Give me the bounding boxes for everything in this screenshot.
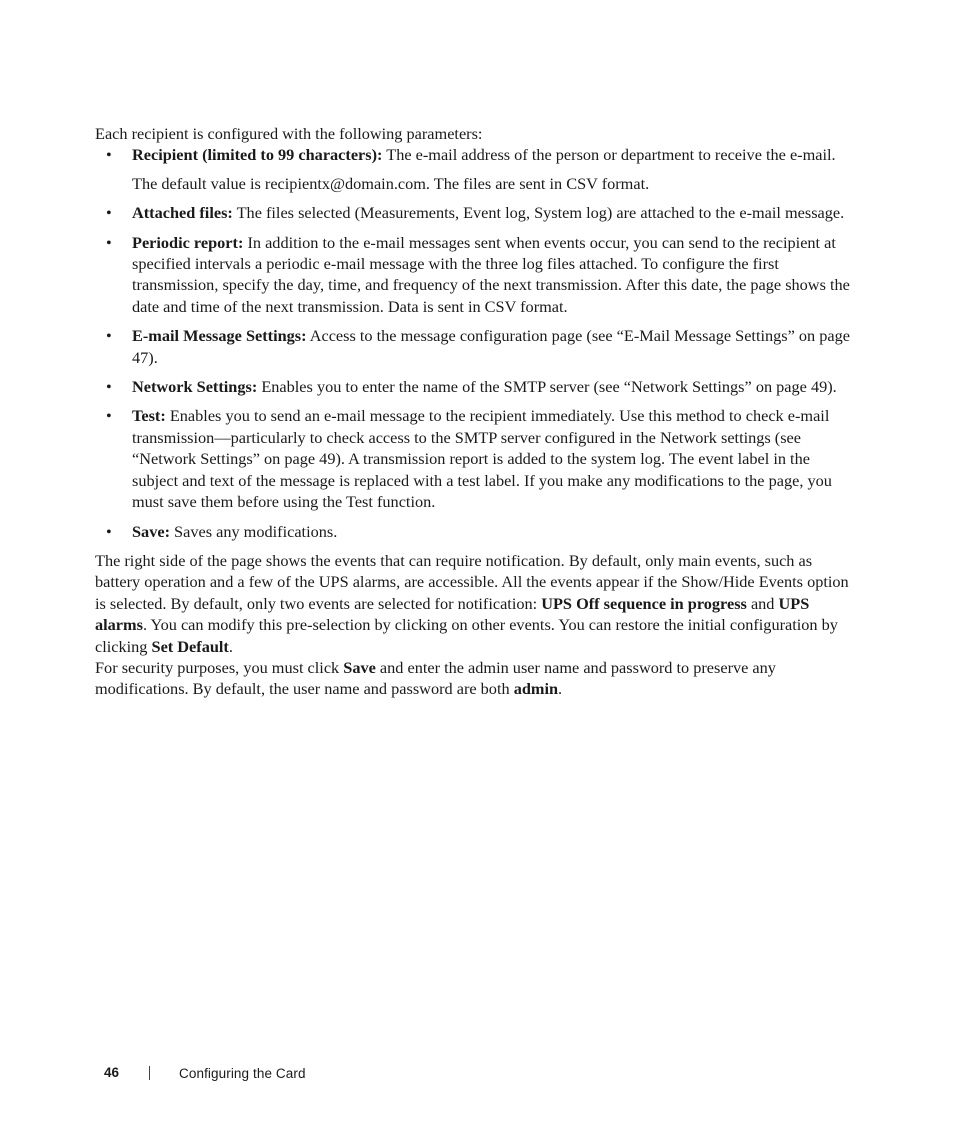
events-text-1: The right side of the page shows the events that can require notification. By default, only main events, such as battery operation and a few of the UPS alarms, are accessible. All the events appear if the Show/Hide Events option is selected. By default, only two events are selected for notification:: [95, 550, 849, 613]
page-body: [95, 123, 860, 700]
events-text-3: . You can modify this pre-selection by clicking on other events. You can restore the initial configuration by clicking: [95, 615, 838, 656]
desc-periodic-report: In addition to the e-mail messages sent when events occur, you can send to the recipient at specified intervals a periodic e-mail message with the three log files attached. To configure the first transmission, specify the day, time, and frequency of the next transmission. After this date, the page shows the date and time of the next transmission. Data is sent in CSV format.: [132, 232, 850, 316]
security-text-2: and enter the admin user name and password to preserve any modifications. By default, the user name and password are both: [95, 657, 776, 699]
event-ups-off-sequence: UPS Off sequence in progress: [541, 593, 747, 613]
term-email-message-settings: E-mail Message Settings:: [132, 326, 307, 346]
save-label: Save: [343, 657, 376, 677]
list-item-periodic-report: [95, 232, 860, 318]
list-item-recipient: [95, 144, 860, 194]
page-number: 46: [104, 1065, 120, 1080]
term-network-settings: Network Settings:: [132, 377, 258, 397]
admin-label: admin: [513, 679, 559, 699]
term-attached-files: Attached files:: [132, 203, 233, 223]
events-text-2: and: [746, 593, 779, 613]
desc-network-settings: Enables you to enter the name of the SMTP server (see “Network Settings” on page 49).: [257, 377, 837, 397]
desc-email-message-settings: Access to the message configuration page (see “E-Mail Message Settings” on page 47).: [132, 326, 850, 367]
set-default-label: Set Default: [151, 636, 229, 656]
note-recipient-default: The default value is recipientx@domain.com. The files are sent in CSV format.: [132, 173, 650, 193]
security-paragraph: [95, 657, 860, 700]
list-item-network-settings: [95, 376, 860, 397]
list-item-attached-files: [95, 202, 860, 223]
footer-divider: [149, 1066, 150, 1080]
security-text-3: .: [558, 679, 563, 699]
events-paragraph: [95, 550, 860, 657]
event-ups-alarms: UPS alarms: [95, 593, 810, 635]
section-title: Configuring the Card: [179, 1066, 306, 1081]
security-text-1: For security purposes, you must click: [95, 657, 344, 677]
list-item-save: [95, 521, 860, 542]
term-test: Test:: [132, 406, 166, 426]
desc-attached-files: The files selected (Measurements, Event log, System log) are attached to the e-mail message.: [232, 203, 845, 223]
list-item-email-message-settings: [95, 325, 860, 368]
desc-test: Enables you to send an e-mail message to the recipient immediately. Use this method to check e-mail transmission—particularly to check access to the SMTP server configured in the Network settings (see “Network Settings” on page 49). A transmission report is added to the system log. The event label in the subject and text of the message is replaced with a test label. If you make any modifications to the page, you must save them before using the Test function.: [132, 406, 832, 512]
parameter-list: [95, 144, 860, 542]
events-text-4: .: [228, 636, 233, 656]
term-periodic-report: Periodic report:: [132, 232, 244, 252]
list-item-test: [95, 405, 860, 512]
intro-text: Each recipient is configured with the following parameters:: [95, 124, 483, 143]
term-recipient: Recipient (limited to 99 characters):: [132, 145, 383, 165]
desc-recipient: The e-mail address of the person or department to receive the e-mail.: [382, 145, 836, 165]
desc-save: Saves any modifications.: [169, 521, 338, 541]
term-save: Save:: [132, 521, 170, 541]
